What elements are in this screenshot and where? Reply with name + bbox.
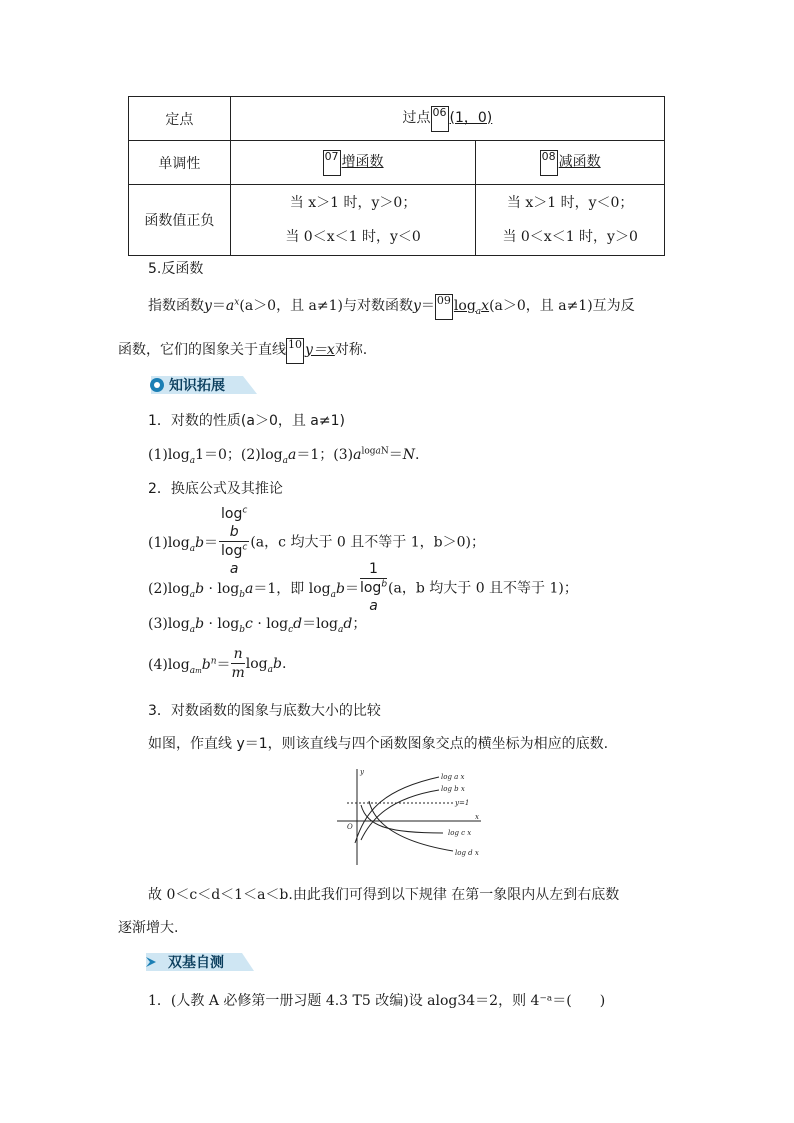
badge-label: 知识拓展 <box>169 378 225 394</box>
corollary-2: $(3)\log_ab \cdot \log_bc \cdot \log_cd=\log_ad$； <box>148 616 367 635</box>
fraction: $\frac{n}{m}$ <box>231 646 245 681</box>
inverse-function-line-1: 指数函数$y=a^x(a>0$，且 a≠1)与对数函数y＝ 09 $\log_ax(a>0$，且 a≠1)互为反 <box>148 294 635 320</box>
change-of-base-formula: $(1)\log_ab=$ $\log^c$ b $\log^c$ a (a，c 均大于 0 且不等于 1，b＞0)； <box>148 505 485 577</box>
table-row <box>129 141 665 185</box>
ext-item-2: 2．换底公式及其推论 <box>148 481 283 497</box>
answer-08: 减函数 <box>558 153 601 170</box>
fraction: 1 $\log^b$ a <box>359 561 388 614</box>
fixed-point-cell: 过点 06 (1，0) <box>230 97 664 141</box>
label-x-axis: x <box>475 813 479 821</box>
conclusion-line-2: 逐渐增大. <box>118 920 179 936</box>
monotonic-a-lt-1 <box>476 141 665 185</box>
log-graph <box>335 765 485 868</box>
label-origin: O <box>347 823 353 831</box>
label-log-a: log a x <box>441 773 465 781</box>
ext-item-3: 3．对数函数的图象与底数大小的比较 <box>148 703 381 719</box>
blank-number-06: 06 <box>431 106 449 132</box>
label-y-axis: y <box>360 768 364 776</box>
blank-number-07: 07 <box>323 150 341 176</box>
label-y-eq-1: y=1 <box>455 799 470 807</box>
row-label-sign: 函数值正负 <box>129 185 231 256</box>
answer-10: y＝x <box>305 342 335 358</box>
answer-09: $\log_ax$ <box>453 298 490 317</box>
ext-item-1: 1．对数的性质(a＞0，且 a≠1) <box>148 413 345 429</box>
blank-number-10: 10 <box>286 338 304 364</box>
blank-number-09: 09 <box>435 294 453 320</box>
log-properties: $(1)\log_a1=0$；$(2)\log_aa=1$；$(3)a^{logaN}=N$. <box>148 446 420 466</box>
table-row <box>129 97 665 141</box>
ext-item-3-body: 如图，作直线 y＝1，则该直线与四个函数图象交点的横坐标为相应的底数. <box>148 736 609 752</box>
row-label-fixed-point: 定点 <box>129 97 231 141</box>
table-row <box>129 185 665 256</box>
label-log-d: log d x <box>455 849 479 857</box>
sign-a-lt-1: 当 x＞1 时，y＜0； 当 0＜x＜1 时，y＞0 <box>476 185 665 256</box>
conclusion-line-1: 故 0＜c＜d＜1＜a＜b.由此我们可得到以下规律 在第一象限内从左到右底数 <box>148 887 620 903</box>
fraction: $\log^c$ b $\log^c$ a <box>221 505 248 577</box>
corollary-3: $(4)\log_{am}b^n=$ $\frac{n}{m}$ $\log_ab$. <box>148 646 287 681</box>
label-log-b: log b x <box>441 785 465 793</box>
knowledge-extension-badge <box>147 374 225 396</box>
properties-table <box>128 96 665 256</box>
sign-a-gt-1: 当 x＞1 时，y＞0； 当 0＜x＜1 时，y＜0 <box>230 185 476 256</box>
corollary-1: $(2)\log_ab \cdot \log_ba=1$，即 $\log_ab=$ 1 $\log^b$ a (a，b 均大于 0 且不等于 1)； <box>148 561 578 614</box>
section-5-title: 5.反函数 <box>148 261 204 277</box>
inverse-function-line-2: 函数，它们的图象关于直线 10 y＝x对称. <box>118 338 367 364</box>
row-label-monotonicity: 单调性 <box>129 141 231 185</box>
self-test-badge <box>142 951 224 973</box>
badge-label: 双基自测 <box>168 955 224 971</box>
answer-07: 增函数 <box>341 153 384 170</box>
label-log-c: log c x <box>448 829 472 837</box>
question-1: 1．(人教 A 必修第一册习题 4.3 T5 改编)设 alog34＝2，则 4⁻ᵃ＝( ) <box>148 993 606 1009</box>
blank-number-08: 08 <box>540 150 558 176</box>
answer-06: (1，0) <box>449 109 493 126</box>
monotonic-a-gt-1 <box>230 141 476 185</box>
